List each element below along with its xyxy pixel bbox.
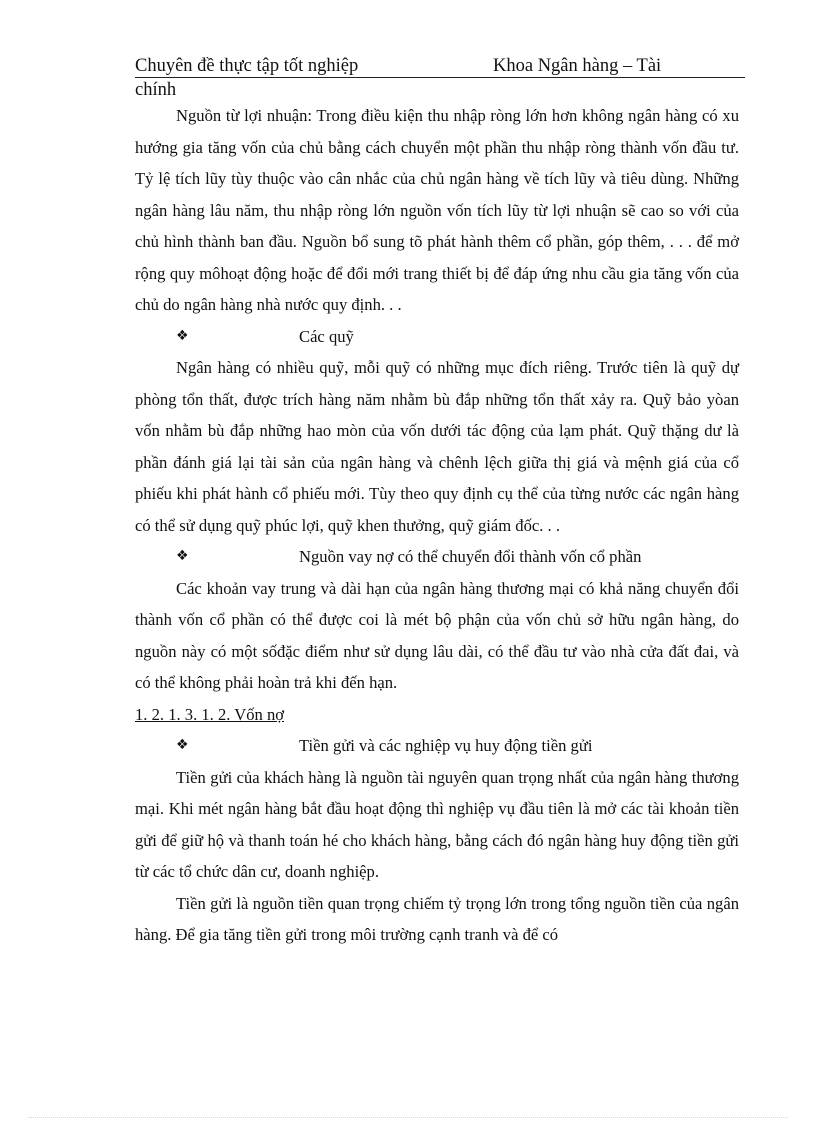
- header-left-text: Chuyên đề thực tập tốt nghiệp: [135, 56, 359, 76]
- document-body: [135, 100, 739, 951]
- bullet-funds-label: Các quỹ: [299, 326, 354, 346]
- diamond-bullet-icon: ❖: [176, 327, 189, 344]
- section-heading-debt-capital: [135, 699, 739, 731]
- paragraph-profit-source: Nguồn từ lợi nhuận: Trong điều kiện thu nhập ròng lớn hơn không ngân hàng có xu hướng gia tăng vốn của chủ bằng cách chuyển một phần thu nhập ròng thành vốn đầu tư. Tỷ lệ tích lũy tùy thuộc vào cân nhắc của chủ ngân hàng về tích lũy và tiêu dùng. Những ngân hàng lâu năm, thu nhập ròng lớn nguồn vốn tích lũy từ lợi nhuận sẽ cao so với của chủ hình thành ban đầu. Nguồn bổ sung tõ phát hành thêm cổ phần, góp thêm, . . . để mở rộng quy môhoạt động hoặc để đổi mới trang thiết bị để đáp ứng nhu cầu gia tăng vốn của chủ do ngân hàng nhà nước quy định. . .: [135, 106, 739, 314]
- bullet-convertible-debt-label: Nguồn vay nợ có thể chuyển đổi thành vốn cổ phần: [299, 547, 642, 566]
- bullet-funds: [135, 321, 739, 353]
- bullet-deposits-label: Tiền gửi và các nghiệp vụ huy động tiền gửi: [299, 736, 593, 755]
- paragraph-funds: Ngân hàng có nhiều quỹ, mỗi quỹ có những mục đích riêng. Trước tiên là quỹ dự phòng tổn thất, được trích hàng năm nhằm bù đắp những tổn thất xảy ra. Quỹ bảo yòan vốn nhằm bù đắp những hao mòn của vốn dưới tác động của lạm phát. Quỹ thặng dư là phần đánh giá lại tài sản của ngân hàng và chênh lệch giữa thị giá và mệnh giá của cổ phiếu khi phát hành cổ phiếu mới. Tùy theo quy định cụ thể của từng nước các ngân hàng có thể sử dụng quỹ phúc lợi, quỹ khen thưởng, quỹ giám đốc. . .: [135, 358, 739, 535]
- header-right-text: Khoa Ngân hàng – Tài: [493, 56, 662, 76]
- bullet-deposits: [135, 730, 739, 762]
- paragraph-deposits: Tiền gửi của khách hàng là nguồn tài nguyên quan trọng nhất của ngân hàng thương mại. Khi mét ngân hàng bắt đầu hoạt động thì nghiệp vụ đầu tiên là mở các tài khoản tiền gửi để giữ hộ và thanh toán hé cho khách hàng, bằng cách đó ngân hàng huy động tiền gửi từ các tổ chức dân cư, doanh nghiệp.: [135, 767, 739, 881]
- page-header: [135, 55, 745, 78]
- section-heading-text: 1. 2. 1. 3. 1. 2. Vốn nợ: [135, 704, 285, 724]
- diamond-bullet-icon: ❖: [176, 548, 189, 564]
- paragraph-deposits-importance: Tiền gửi là nguồn tiền quan trọng chiếm tỷ trọng lớn trong tổng nguồn tiền của ngân hàng. Để gia tăng tiền gửi trong môi trường cạnh tranh và để có: [135, 893, 739, 944]
- page-bottom-border: [28, 1117, 788, 1118]
- diamond-bullet-icon: ❖: [176, 737, 189, 753]
- paragraph-convertible-debt: Các khoản vay trung và dài hạn của ngân hàng thương mại có khả năng chuyển đổi thành vốn cổ phần có thể được coi là mét bộ phận của vốn chủ sở hữu ngân hàng, do nguồn này có một sốđặc điểm như sử dụng lâu dài, có thể đầu tư vào nhà cửa đất đai, và có thể không phải hoàn trả khi đến hạn.: [135, 578, 739, 692]
- header-continuation: chính: [135, 80, 177, 100]
- bullet-convertible-debt: [135, 541, 739, 573]
